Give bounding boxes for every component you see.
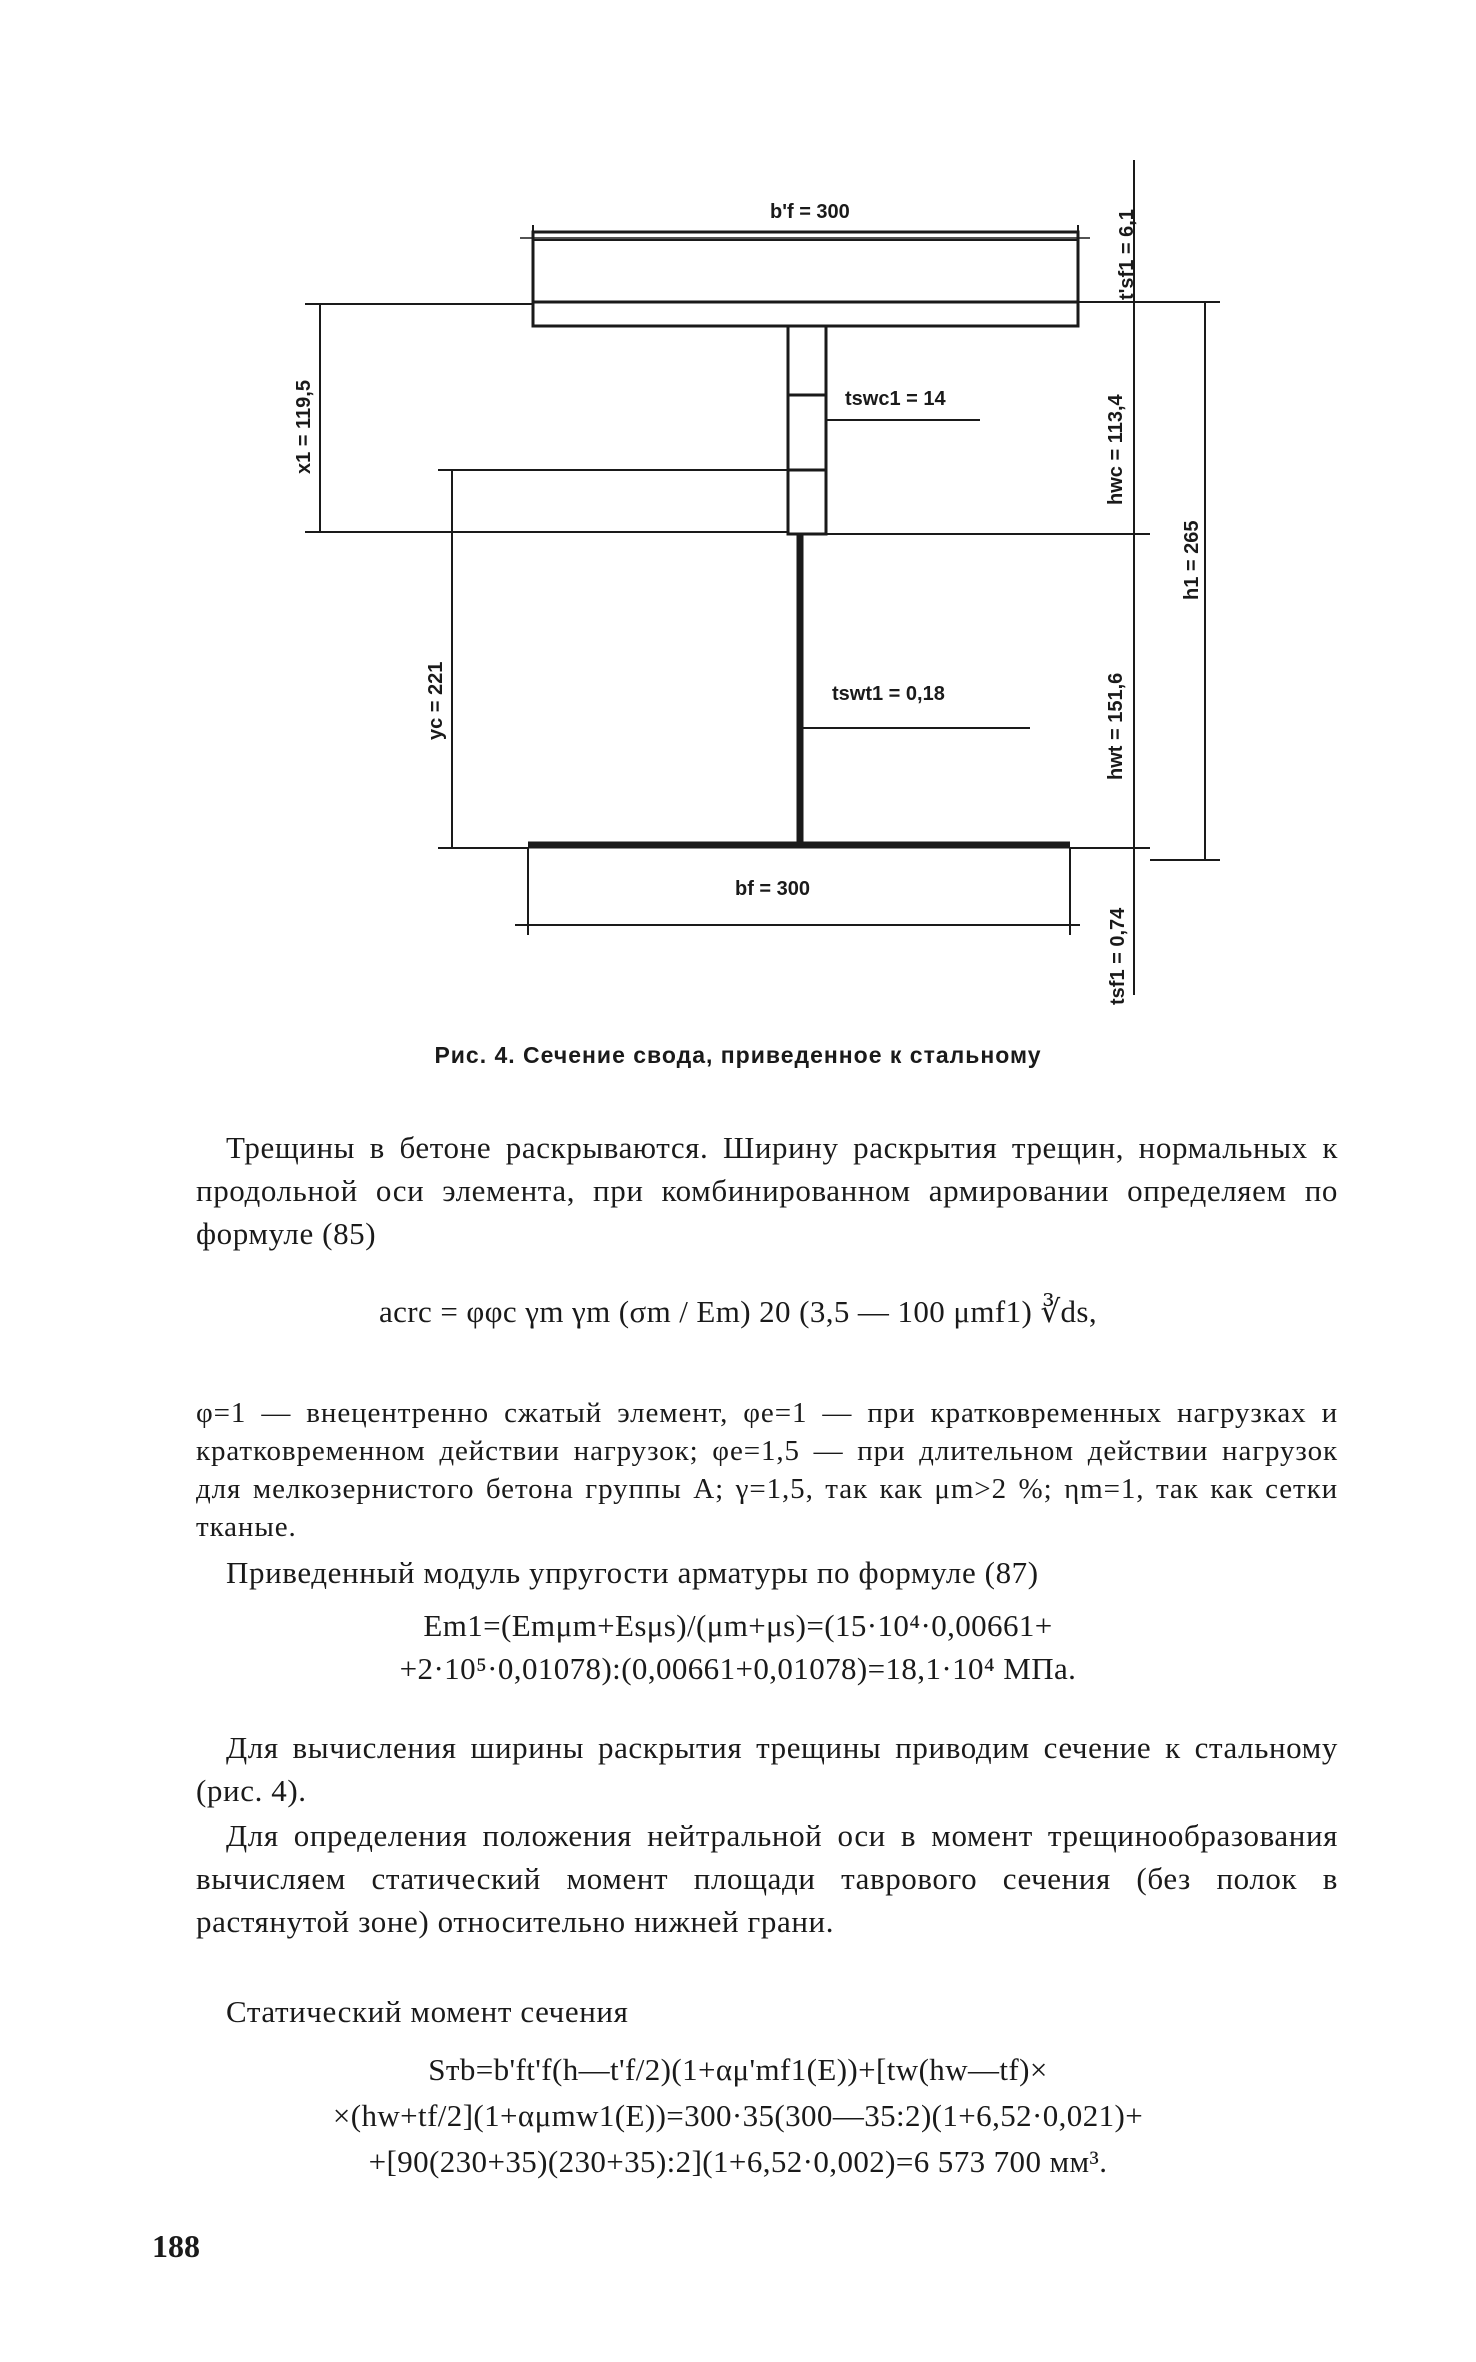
label-tsf-bottom: tsf1 = 0,74 <box>1107 907 1129 1005</box>
label-tswc: tswc1 = 14 <box>845 388 946 410</box>
label-h1: h1 = 265 <box>1181 520 1203 600</box>
label-x1: x1 = 119,5 <box>293 380 315 474</box>
label-bf-bottom: bf = 300 <box>735 878 811 900</box>
formula-static-line3: +[90(230+35)(230+35):2](1+6,52·0,002)=6 573 700 мм³. <box>368 2144 1108 2179</box>
label-tswt: tswt1 = 0,18 <box>832 683 945 705</box>
paragraph-coefficients: φ=1 — внецентренно сжатый элемент, φe=1 — при кратковременных нагрузках и кратковременном действии нагрузок; φe=1,5 — при длительном действии нагрузок для мелкозернистого бетона группы А; γ=1,5, так как μm>2 %; ηm=1, так как сетки тканые. <box>196 1397 1338 1543</box>
cross-section-figure <box>0 0 1476 1020</box>
formula-em1-line2: +2·10⁵·0,01078):(0,00661+0,01078)=18,1·10⁴ МПа. <box>399 1651 1077 1686</box>
cross-section-drawing <box>0 0 1476 1020</box>
page-number: 188 <box>152 2228 200 2264</box>
web-compressed <box>788 326 826 534</box>
paragraph-crack-width: Трещины в бетоне раскрываются. Ширину раскрытия трещин, нормальных к продольной оси элемента, при комбинированном армировании определяем по формуле (85) <box>196 1130 1338 1251</box>
paragraph-modulus-intro: Приведенный модуль упругости арматуры по формуле (87) <box>226 1555 1039 1590</box>
label-bf-top: b'f = 300 <box>770 201 850 223</box>
label-hwt: hwt = 151,6 <box>1105 672 1127 780</box>
static-moment-heading: Статический момент сечения <box>226 1994 629 2029</box>
paragraph-crack-section: Для вычисления ширины раскрытия трещины приводим сечение к стальному (рис. 4). <box>196 1730 1338 1808</box>
label-yc: yc = 221 <box>425 661 447 740</box>
paragraph-neutral-axis: Для определения положения нейтральной оси в момент трещинообразования вычисляем статический момент площади таврового сечения (без полок в растянутой зоне) относительно нижней грани. <box>196 1818 1338 1939</box>
top-flange <box>533 232 1078 326</box>
formula-acrc: acrc = φφc γm γm (σm / Em) 20 (3,5 — 100 μmf1) ∛ds, <box>378 1294 1098 1329</box>
label-tsf-top: t'sf1 = 6,1 <box>1116 209 1138 300</box>
label-hwc: hwc = 113,4 <box>1105 394 1127 505</box>
figure-caption: Рис. 4. Сечение свода, приведенное к стальному <box>434 1042 1042 1068</box>
formula-static-line2: ×(hw+tf/2](1+αμmw1(E))=300·35(300—35:2)(1+6,52·0,021)+ <box>332 2098 1144 2133</box>
formula-static-line1: Sтb=b'ft'f(h—t'f/2)(1+αμ'mf1(E))+[tw(hw—tf)× <box>428 2052 1048 2087</box>
formula-em1-line1: Em1=(Emμm+Esμs)/(μm+μs)=(15·10⁴·0,00661+ <box>423 1608 1053 1643</box>
